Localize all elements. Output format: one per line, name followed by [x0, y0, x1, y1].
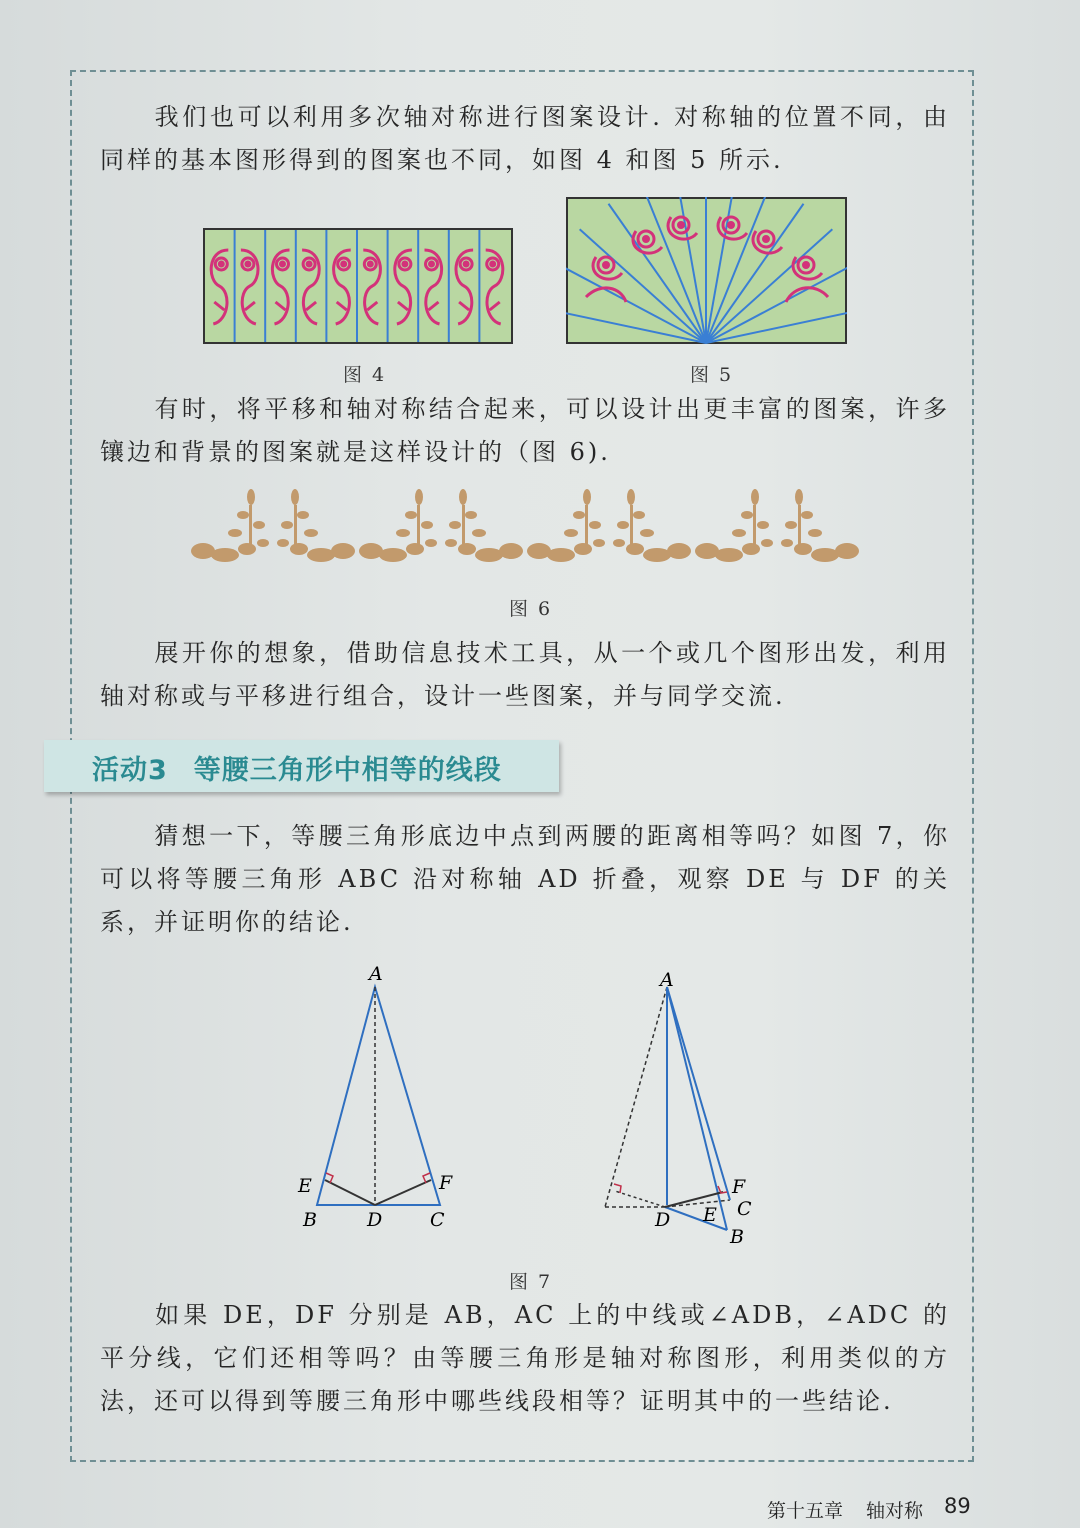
- label-left-A: A: [369, 963, 383, 985]
- label-left-E: E: [298, 1175, 312, 1197]
- label-left-F: F: [439, 1172, 453, 1194]
- label-right-D: D: [655, 1209, 671, 1231]
- figure-7-caption: 图 7: [509, 1271, 553, 1293]
- activity-heading: [92, 748, 502, 787]
- figure-6: [185, 485, 865, 575]
- label-left-D: D: [367, 1209, 383, 1231]
- figure-6-caption: 图 6: [509, 598, 553, 620]
- paragraph-1: 我们也可以利用多次轴对称进行图案设计. 对称轴的位置不同，由同样的基本图形得到的图案也不同，如图 4 和图 5 所示.: [100, 103, 950, 174]
- label-right-B: B: [730, 1226, 744, 1248]
- activity-number: 活动3: [92, 755, 168, 786]
- paragraph-5: 如果 DE，DF 分别是 AB，AC 上的中线或∠ADB，∠ADC 的平分线，它们还相等吗？由等腰三角形是轴对称图形，利用类似的方法，还可以得到等腰三角形中哪些线段相等？证明其中的一些结论.: [100, 1301, 950, 1415]
- footer-chapter: 第十五章: [767, 1500, 844, 1522]
- isosceles-triangle-diagram: [297, 963, 453, 1231]
- figure-7: [290, 960, 770, 1250]
- label-left-B: B: [303, 1209, 317, 1231]
- label-right-C: C: [737, 1198, 752, 1220]
- figure-4: [203, 228, 513, 344]
- activity-title: 等腰三角形中相等的线段: [193, 755, 502, 786]
- paragraph-3: 展开你的想象，借助信息技术工具，从一个或几个图形出发，利用轴对称或与平移进行组合，设计一些图案，并与同学交流.: [100, 639, 950, 710]
- page-number: 89: [944, 1494, 971, 1518]
- folded-triangle-diagram: [605, 969, 752, 1248]
- label-right-E: E: [703, 1204, 717, 1226]
- label-left-C: C: [430, 1209, 445, 1231]
- figure-4-caption: 图 4: [343, 364, 387, 386]
- figure-5: [566, 197, 847, 344]
- paragraph-4: 猜想一下，等腰三角形底边中点到两腰的距离相等吗？如图 7，你可以将等腰三角形 ABC 沿对称轴 AD 折叠，观察 DE 与 DF 的关系，并证明你的结论.: [100, 822, 950, 936]
- label-right-F: F: [732, 1176, 746, 1198]
- footer-topic: 轴对称: [866, 1500, 924, 1522]
- figure-5-caption: 图 5: [690, 364, 734, 386]
- label-right-A: A: [660, 969, 674, 991]
- paragraph-2: 有时，将平移和轴对称结合起来，可以设计出更丰富的图案，许多镶边和背景的图案就是这样设计的（图 6).: [100, 395, 950, 466]
